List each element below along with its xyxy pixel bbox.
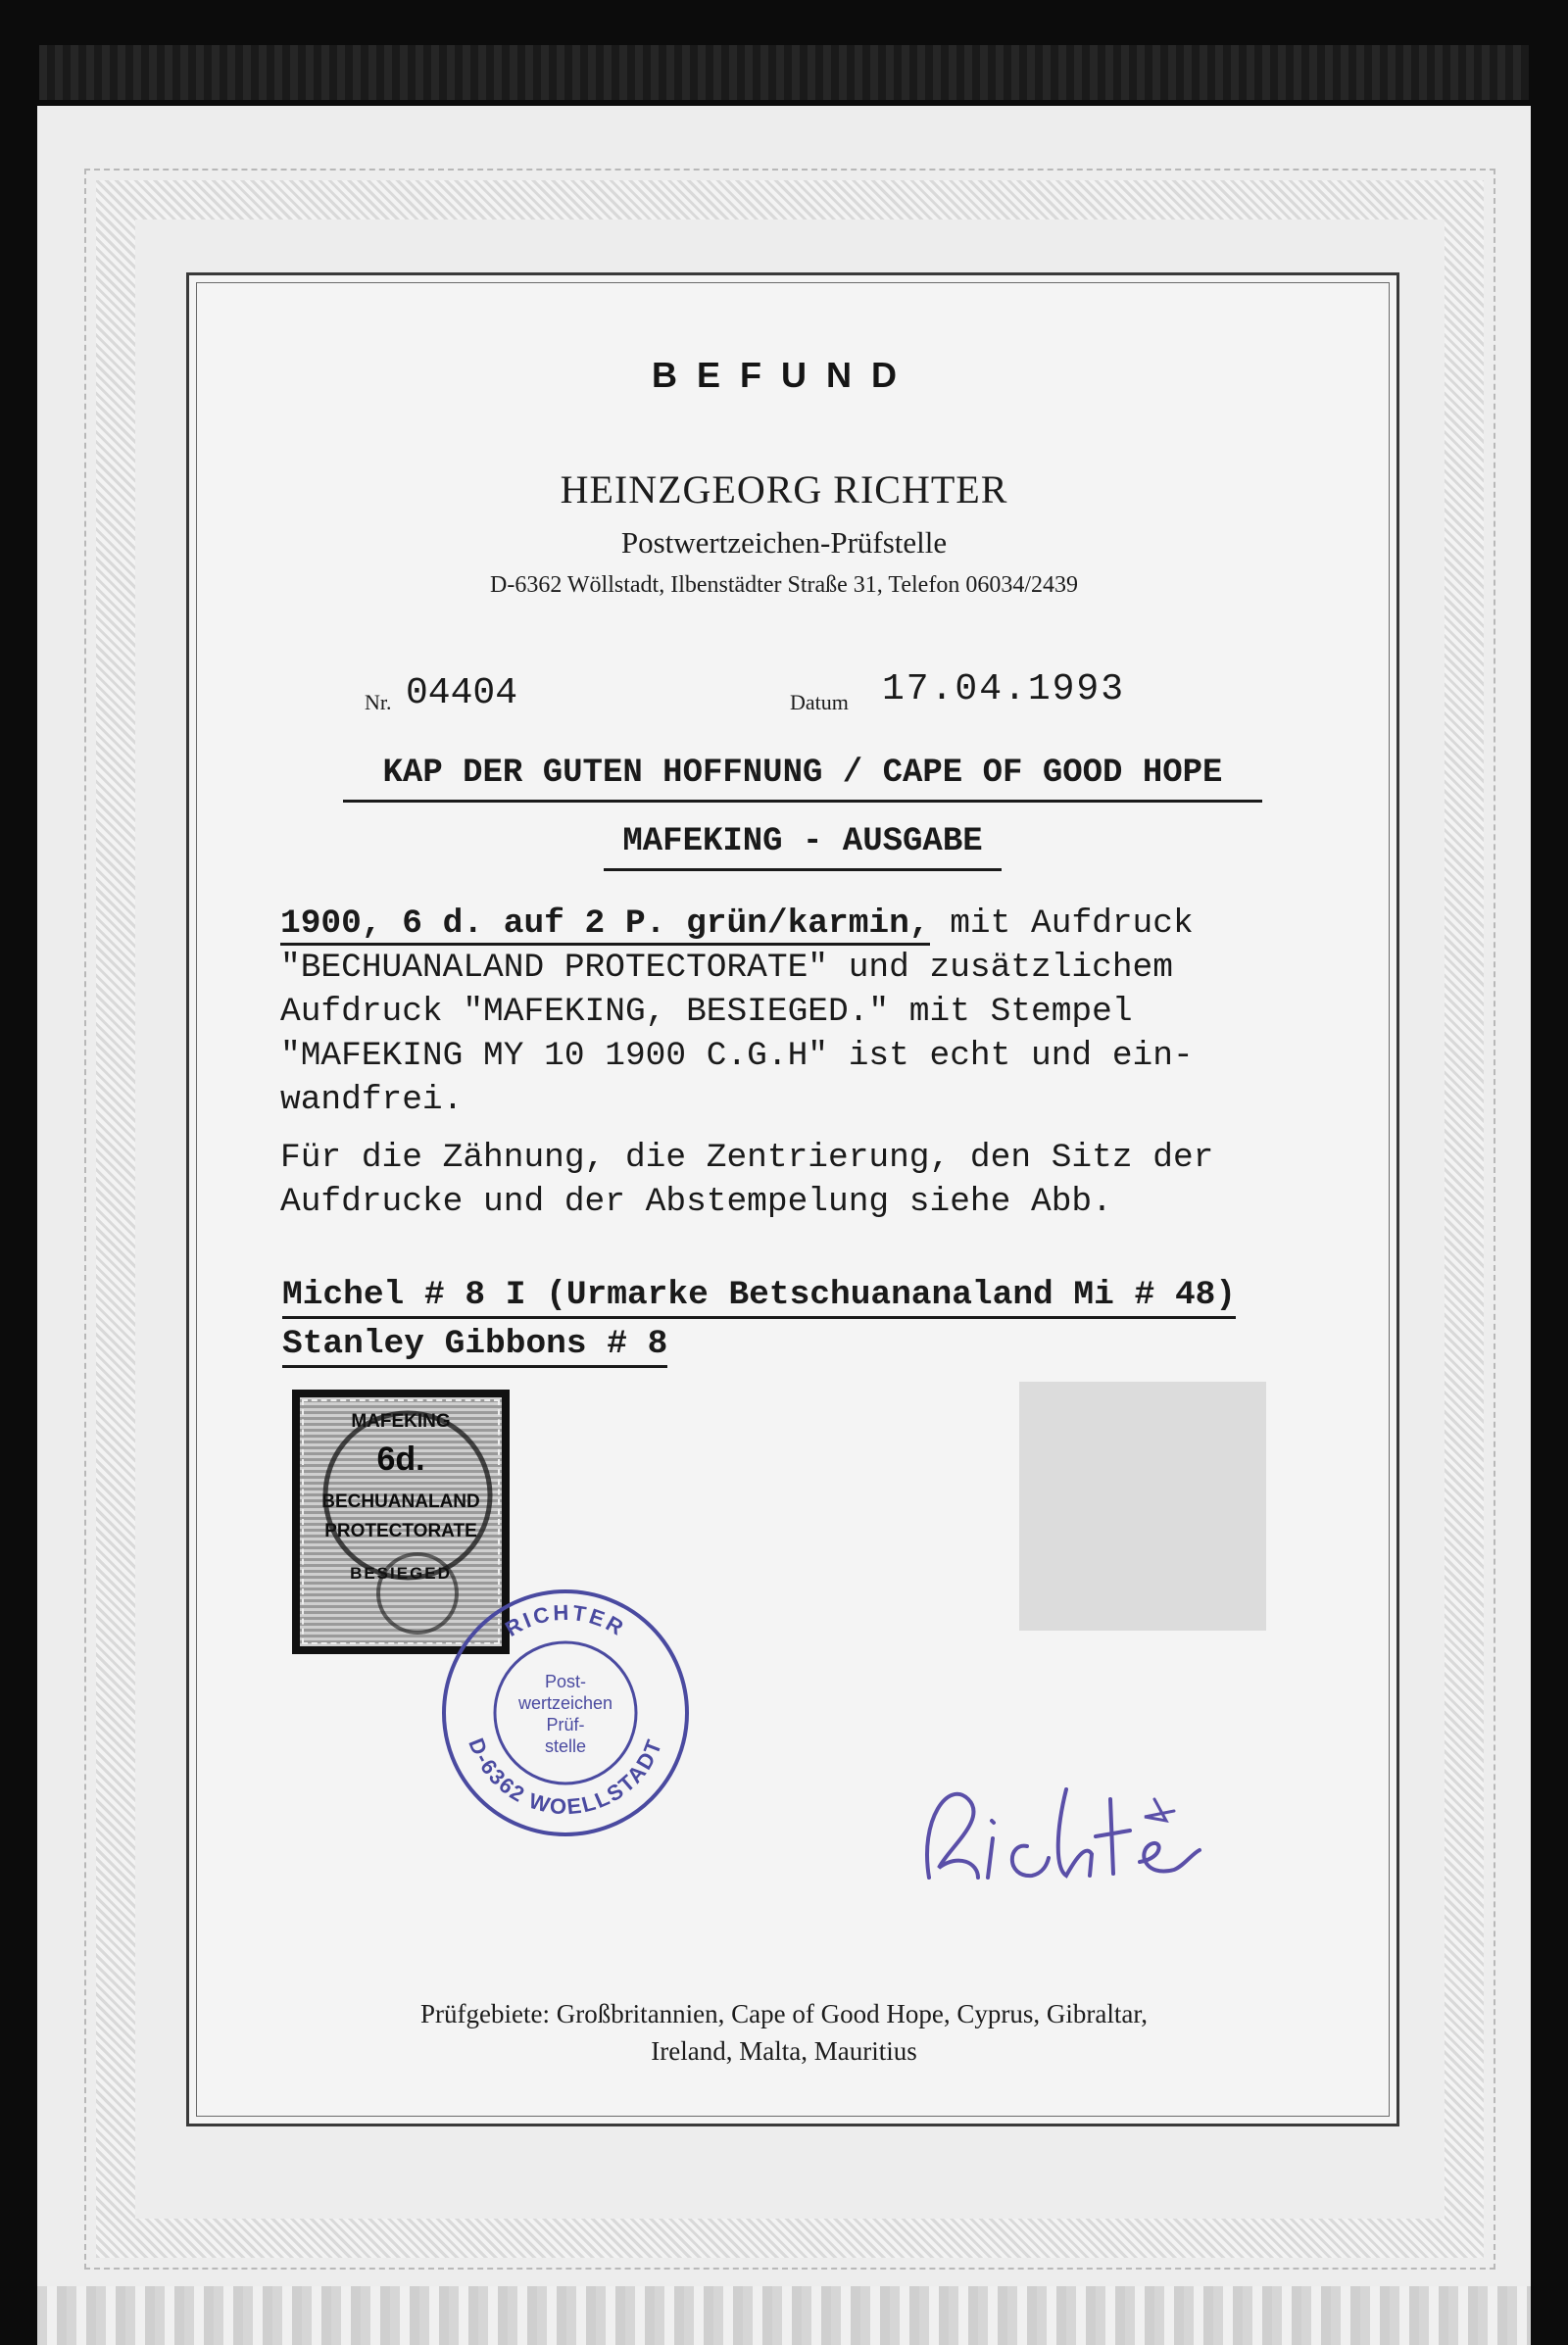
stamp-overprint-top: MAFEKING [351, 1411, 451, 1432]
scan-top-edge [39, 45, 1529, 100]
certificate-title: BEFUND [652, 355, 916, 395]
stamp-overprint-bottom: BESIEGED [350, 1564, 452, 1583]
issuer-subtitle: Postwertzeichen-Prüfstelle [620, 525, 948, 560]
number-label: Nr. [365, 690, 392, 714]
michel-reference: Michel # 8 I (Urmarke Betschuananaland Mi # 48) [282, 1276, 1236, 1319]
examiner-seal [435, 1586, 696, 1840]
issue-heading: MAFEKING - AUSGABE [604, 823, 1002, 871]
issuer-address: D-6362 Wöllstadt, Ilbenstädter Straße 31, Telefon 06034/2439 [490, 572, 1078, 598]
seal-center-line4: stelle [544, 1736, 587, 1756]
seal-center-line1: Post- [544, 1672, 587, 1691]
seal-center-line2: wertzeichen [517, 1693, 613, 1713]
description-paragraph [280, 902, 1299, 1122]
certificate-date: 17.04.1993 [882, 668, 1126, 710]
blank-photo-area [1019, 1382, 1266, 1631]
footer-areas-line2: Ireland, Malta, Mauritius [651, 2036, 917, 2066]
description-lead: 1900, 6 d. auf 2 P. grün/karmin, [280, 904, 930, 946]
seal-ring-top: RICHTER [501, 1599, 630, 1641]
date-label: Datum [790, 690, 849, 714]
note-paragraph: Für die Zähnung, die Zentrierung, den Sitz der Aufdrucke und der Abstempelung siehe Abb. [280, 1139, 1214, 1221]
description-block [280, 902, 1299, 1238]
stamp-overprint-line1: BECHUANALAND [321, 1491, 480, 1512]
description-rest: mit Aufdruck "BECHUANALAND PROTECTORATE" und zusätzlichem Aufdruck "MAFEKING, BESIEGED." mit Stempel "MAFEKING MY 10 1900 C.G.H" ist echt und ein-wandfrei. [280, 904, 1194, 1119]
sheet-bottom-edge [37, 2286, 1531, 2345]
gibbons-reference: Stanley Gibbons # 8 [282, 1325, 667, 1368]
footer-areas-line1: Prüfgebiete: Großbritannien, Cape of Good Hope, Cyprus, Gibraltar, [420, 1999, 1148, 2028]
country-heading: KAP DER GUTEN HOFFNUNG / CAPE OF GOOD HOPE [343, 755, 1262, 803]
examiner-signature [909, 1760, 1219, 1907]
issuer-name: HEINZGEORG RICHTER [560, 467, 1008, 512]
stamp-value: 6d. [376, 1441, 425, 1478]
certificate-number: 04404 [406, 672, 518, 714]
svg-text:RICHTER [501, 1600, 630, 1641]
seal-ring-bottom: D-6362 WOELLSTADT [464, 1734, 667, 1820]
seal-center-line3: Prüf- [546, 1715, 585, 1734]
stamp-overprint-line2: PROTECTORATE [324, 1521, 477, 1541]
